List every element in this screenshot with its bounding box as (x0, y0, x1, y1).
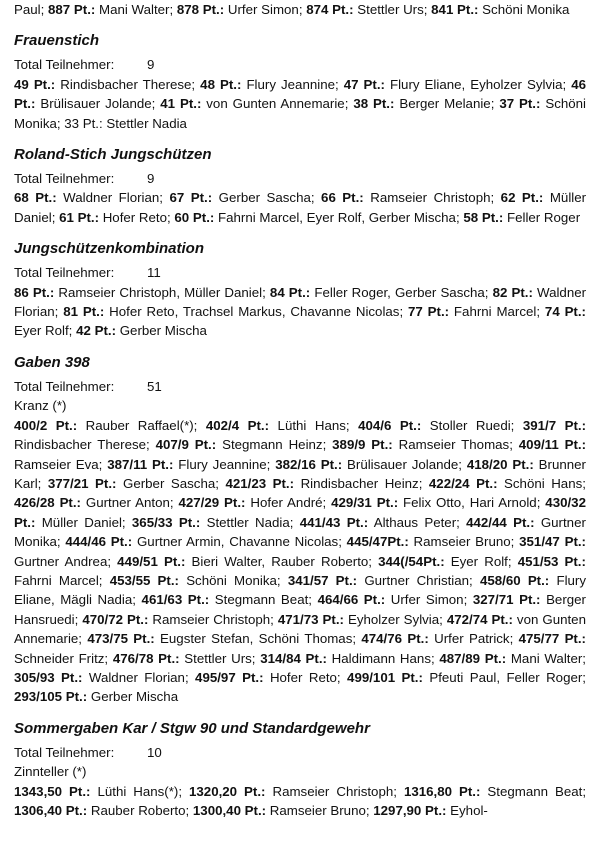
points-value: 472/74 Pt.: (446, 611, 513, 627)
points-value: 293/105 Pt.: (14, 689, 88, 705)
result-entry (169, 190, 314, 205)
participant-names: Flury Jeannine; (178, 456, 271, 472)
points-value: 878 Pt.: (176, 2, 225, 17)
result-entry (48, 2, 173, 17)
participant-names: Hofer Reto, Trachsel Markus, Chavanne Nicolas; (109, 304, 404, 320)
result-entry (300, 515, 460, 530)
section-heading: Gaben 398 (14, 353, 90, 371)
participant-names: Pfeuti Paul, Feller Roger; (429, 669, 586, 685)
participant-names: Hofer Reto; (269, 669, 341, 685)
participant-names: Berger Melanie; (399, 96, 495, 112)
total-participants-value: 11 (147, 265, 161, 281)
participant-names: Brülisauer Jolande; (40, 96, 156, 112)
results-paragraph (14, 75, 586, 133)
participant-names: Urfer Simon; (390, 592, 468, 608)
results-section (14, 239, 586, 341)
points-value: 453/55 Pt.: (109, 572, 179, 588)
result-entry (177, 2, 303, 17)
participant-names: Ramseier Eva; (14, 456, 103, 472)
participant-names: Gerber Sascha; (218, 190, 315, 206)
result-entry (332, 437, 513, 452)
participant-names: Flury Eliane, Eyholzer Sylvia; (389, 76, 567, 92)
participant-names: Müller Daniel; (14, 190, 587, 225)
participant-names: Felix Otto, Hari Arnold; (403, 495, 541, 511)
participant-names: Stegmann Beat; (214, 592, 312, 608)
result-entry (14, 77, 195, 92)
result-entry (76, 323, 207, 338)
result-entry (14, 418, 197, 433)
participant-names: Brülisauer Jolande; (347, 456, 462, 472)
intro-results-paragraph (14, 0, 586, 19)
points-value: 429/31 Pt.: (331, 495, 399, 511)
participant-names: Gerber Mischa (90, 689, 179, 705)
participant-names: Eyholzer Sylvia; (347, 611, 443, 627)
results-paragraph (14, 782, 586, 821)
points-value: 449/51 Pt.: (117, 553, 186, 569)
participant-names: Ramseier Christoph; (370, 190, 495, 206)
points-value: 66 Pt.: (321, 190, 364, 206)
participant-names: Rauber Raffael(*); (85, 417, 198, 433)
result-entry (344, 77, 566, 92)
points-value: 409/11 Pt.: (518, 437, 587, 453)
participant-names: Eugster Stefan, Schöni Thomas; (160, 631, 357, 647)
points-value: 49 Pt.: (14, 76, 56, 92)
points-value: 874 Pt.: (306, 2, 354, 17)
result-entry (353, 96, 494, 111)
participant-names: Mani Walter; (99, 2, 174, 17)
points-value: 67 Pt.: (169, 190, 213, 206)
points-value: 475/77 Pt.: (518, 631, 586, 647)
total-participants-value: 10 (147, 744, 162, 760)
participant-names: Ramseier Christoph; (152, 611, 274, 627)
participant-names: Rauber Roberto; (90, 803, 190, 818)
participant-names: von Gunten Annemarie; (14, 611, 586, 647)
points-value: 391/7 Pt.: (522, 417, 587, 433)
points-value: 841 Pt.: (431, 2, 479, 17)
points-value: 444/46 Pt.: (65, 534, 133, 550)
participant-names: Waldner Florian; (88, 669, 189, 685)
result-entry (14, 689, 178, 704)
total-participants-label: Total Teilnehmer: (14, 378, 115, 394)
points-value: 1343,50 Pt.: (14, 783, 91, 799)
points-value: 81 Pt.: (63, 304, 105, 320)
result-entry (14, 2, 44, 17)
participant-names: Stettler Urs; (184, 650, 256, 666)
points-value: 41 Pt.: (160, 96, 202, 112)
participant-names: Gerber Sascha; (122, 475, 219, 491)
points-value: 407/9 Pt.: (155, 437, 217, 453)
participant-names: Schöni Monika (482, 2, 570, 17)
result-entry (113, 651, 256, 666)
points-value: 61 Pt.: (59, 209, 99, 225)
results-document (14, 0, 586, 820)
points-value: 404/6 Pt.: (358, 417, 422, 433)
participant-names: Eyer Rolf; (14, 323, 73, 339)
participant-names: Waldner Florian; (14, 284, 587, 320)
points-value: 427/29 Pt.: (178, 495, 246, 511)
result-entry (206, 418, 350, 433)
participant-names: Urfer Simon; (227, 2, 303, 17)
total-participants (14, 743, 586, 762)
result-entry (331, 495, 540, 510)
result-entry (63, 304, 403, 319)
points-value: 1300,40 Pt.: (192, 803, 267, 818)
participant-names: Haldimann Hans; (331, 650, 435, 666)
points-value: 1320,20 Pt.: (189, 783, 266, 799)
result-entry (429, 476, 586, 491)
result-entry (132, 515, 294, 530)
result-entry (160, 96, 348, 111)
points-value: 387/11 Pt.: (107, 456, 174, 472)
participant-names: Ramseier Christoph, Müller Daniel; (58, 284, 266, 300)
points-value: 426/28 Pt.: (14, 495, 81, 511)
points-value: 305/93 Pt.: (14, 669, 83, 685)
points-value: 38 Pt.: (353, 96, 395, 112)
participant-names: Stettler Nadia; (206, 514, 294, 530)
points-value: 1297,90 Pt.: (373, 803, 447, 818)
participant-names: Althaus Peter; (373, 514, 460, 530)
participant-names: von Gunten Annemarie; (206, 96, 349, 112)
participant-names: Fahrni Marcel, Eyer Rolf, Gerber Mischa; (218, 209, 460, 225)
participant-names: Schöni Monika; (186, 572, 281, 588)
points-value: 46 Pt.: (14, 76, 586, 112)
result-entry (431, 2, 569, 17)
result-entry (59, 210, 171, 225)
participant-names: Bieri Walter, Rauber Roberto; (191, 553, 372, 569)
participant-names: Brunner Karl; (14, 456, 586, 491)
points-value: 74 Pt.: (544, 304, 586, 320)
points-value: 464/66 Pt.: (317, 592, 386, 608)
points-value: 82 Pt.: (492, 284, 533, 300)
points-value: 487/89 Pt.: (439, 650, 507, 666)
participant-names: Urfer Patrick; (434, 631, 514, 647)
result-entry (193, 803, 370, 818)
points-value: 37 Pt.: (499, 96, 541, 112)
results-section (14, 145, 586, 227)
total-participants-label: Total Teilnehmer: (14, 57, 115, 73)
result-entry (373, 803, 488, 818)
points-value: 430/32 Pt.: (14, 495, 586, 530)
results-section (14, 31, 586, 133)
result-entry (306, 2, 427, 17)
results-sections (14, 31, 586, 820)
points-value: 499/101 Pt.: (347, 669, 423, 685)
result-entry (14, 784, 182, 799)
result-entry (14, 670, 189, 685)
result-entry (174, 210, 459, 225)
result-entry (347, 534, 515, 549)
result-entry (270, 285, 489, 300)
result-entry (408, 304, 540, 319)
participant-names: Rindisbacher Therese; (60, 76, 196, 92)
points-value: 476/78 Pt.: (112, 650, 180, 666)
result-entry (288, 573, 473, 588)
participant-names: Ramseier Bruno; (269, 803, 370, 818)
result-entry (260, 651, 434, 666)
result-entry (439, 651, 586, 666)
result-entry (178, 495, 326, 510)
points-value: 441/43 Pt.: (299, 514, 369, 530)
result-entry (318, 592, 468, 607)
points-value: 887 Pt.: (48, 2, 96, 17)
participant-names: Mani Walter; (510, 650, 586, 666)
points-value: 473/75 Pt.: (87, 631, 155, 647)
participant-names: Gurtner Anton; (85, 495, 174, 511)
points-value: 461/63 Pt.: (141, 592, 210, 608)
points-value: 62 Pt.: (500, 190, 544, 206)
result-entry (107, 457, 270, 472)
points-value: 382/16 Pt.: (275, 456, 343, 472)
participant-names: Eyer Rolf; (450, 553, 512, 569)
result-entry (156, 437, 327, 452)
points-value: 451/53 Pt.: (517, 553, 586, 569)
participant-names: Ramseier Christoph; (272, 783, 397, 799)
points-value: 84 Pt.: (269, 284, 311, 300)
points-value: 1316,80 Pt.: (403, 783, 481, 799)
points-value: 60 Pt.: (174, 209, 215, 225)
participant-names: Lüthi Hans; (277, 417, 350, 433)
section-heading: Roland-Stich Jungschützen (14, 146, 212, 164)
points-value: 344(/54Pt.: (378, 553, 445, 569)
points-value: 77 Pt.: (408, 304, 450, 320)
result-entry (14, 190, 163, 205)
points-value: 351/47 Pt.: (519, 534, 586, 550)
participant-names: Schöni Hans; (504, 475, 586, 491)
points-value: 327/71 Pt.: (472, 592, 541, 608)
participant-names: Rindisbacher Therese; (14, 437, 150, 453)
result-entry (378, 554, 511, 569)
participant-names: Eyhol- (450, 803, 488, 818)
total-participants (14, 377, 586, 396)
points-value: 48 Pt.: (200, 76, 242, 92)
section-heading: Jungschützenkombination (14, 240, 205, 258)
points-value: 341/57 Pt.: (287, 572, 358, 588)
result-entry (361, 631, 513, 646)
award-note: Kranz (*) (14, 398, 67, 414)
result-entry (142, 592, 312, 607)
results-section (14, 719, 586, 821)
result-entry (48, 476, 219, 491)
participant-names: Schöni Monika; 33 Pt.: Stettler Nadia (14, 96, 586, 131)
result-entry (117, 554, 372, 569)
points-value: 422/24 Pt.: (428, 475, 498, 491)
participant-names: Müller Daniel; (41, 514, 126, 530)
points-value: 68 Pt.: (14, 190, 57, 206)
points-value: 86 Pt.: (14, 284, 55, 300)
result-entry (278, 612, 443, 627)
results-section (14, 353, 586, 707)
result-entry (358, 418, 514, 433)
total-participants-value: 9 (147, 171, 155, 187)
participant-names: Stegmann Heinz; (222, 437, 327, 453)
result-entry (195, 670, 341, 685)
participant-names: Feller Roger (506, 209, 581, 225)
points-value: 365/33 Pt.: (131, 514, 201, 530)
total-participants (14, 55, 586, 74)
participant-names: Ramseier Bruno; (413, 534, 515, 550)
points-value: 442/44 Pt.: (466, 514, 535, 530)
result-entry (225, 476, 422, 491)
points-value: 314/84 Pt.: (260, 650, 327, 666)
result-entry (275, 457, 462, 472)
total-participants-label: Total Teilnehmer: (14, 265, 115, 281)
participant-names: Berger Hansruedi; (14, 592, 586, 627)
participant-names: Gurtner Monika; (14, 514, 586, 550)
participant-names: Hofer Reto; (102, 209, 171, 225)
participant-names: Waldner Florian; (63, 190, 163, 206)
participant-names: Gurtner Christian; (364, 572, 473, 588)
result-entry (463, 210, 580, 225)
section-heading: Sommergaben Kar / Stgw 90 und Standardgewehr (14, 719, 370, 737)
participant-names: Rindisbacher Heinz; (300, 475, 423, 491)
points-value: 474/76 Pt.: (361, 631, 429, 647)
points-value: 458/60 Pt.: (479, 572, 550, 588)
participant-names: Gurtner Andrea; (14, 553, 112, 569)
result-entry (14, 495, 174, 510)
participant-names: Gurtner Armin, Chavanne Nicolas; (136, 534, 342, 550)
points-value: 418/20 Pt.: (466, 456, 534, 472)
section-heading: Frauenstich (14, 32, 100, 50)
total-participants-value: 51 (147, 378, 162, 394)
total-participants (14, 263, 586, 282)
points-value: 1306,40 Pt.: (14, 803, 88, 818)
result-entry (347, 670, 586, 685)
total-participants-label: Total Teilnehmer: (14, 744, 115, 760)
participant-names: Stettler Urs; (357, 2, 428, 17)
result-entry (14, 803, 189, 818)
award-note: Zinnteller (*) (14, 764, 87, 780)
participant-names: Feller Roger, Gerber Sascha; (314, 284, 489, 300)
results-paragraph (14, 283, 586, 341)
total-participants-value: 9 (147, 57, 155, 73)
result-entry (200, 77, 339, 92)
participant-names: Fahrni Marcel; (14, 572, 103, 588)
points-value: 495/97 Pt.: (195, 669, 264, 685)
result-entry (110, 573, 281, 588)
participant-names: Flury Eliane, Mägli Nadia; (14, 572, 587, 608)
points-value: 421/23 Pt.: (225, 475, 295, 491)
results-paragraph (14, 416, 586, 707)
participant-names: Paul; (14, 2, 45, 17)
result-entry (321, 190, 494, 205)
participant-names: Stoller Ruedi; (429, 417, 515, 433)
points-value: 42 Pt.: (76, 323, 116, 339)
participant-names: Gerber Mischa (119, 323, 207, 339)
result-entry (82, 612, 274, 627)
participant-names: Stegmann Beat; (487, 783, 587, 799)
result-entry (65, 534, 342, 549)
participant-names: Schneider Fritz; (14, 650, 109, 666)
points-value: 58 Pt.: (463, 209, 504, 225)
total-participants-label: Total Teilnehmer: (14, 171, 115, 187)
result-entry (14, 285, 266, 300)
participant-names: Flury Jeannine; (246, 76, 339, 92)
total-participants (14, 169, 586, 188)
participant-names: Ramseier Thomas; (398, 437, 513, 453)
points-value: 470/72 Pt.: (82, 611, 149, 627)
participant-names: Lüthi Hans(*); (97, 783, 183, 799)
points-value: 402/4 Pt.: (205, 417, 270, 433)
points-value: 445/47Pt.: (346, 534, 409, 550)
points-value: 400/2 Pt.: (14, 417, 78, 433)
points-value: 47 Pt.: (343, 76, 385, 92)
result-entry (404, 784, 586, 799)
result-entry (87, 631, 356, 646)
points-value: 377/21 Pt.: (47, 475, 117, 491)
participant-names: Hofer André; (250, 495, 327, 511)
points-value: 471/73 Pt.: (277, 611, 344, 627)
points-value: 389/9 Pt.: (332, 437, 393, 453)
results-paragraph (14, 188, 586, 227)
participant-names: Fahrni Marcel; (453, 304, 541, 320)
result-entry (189, 784, 397, 799)
